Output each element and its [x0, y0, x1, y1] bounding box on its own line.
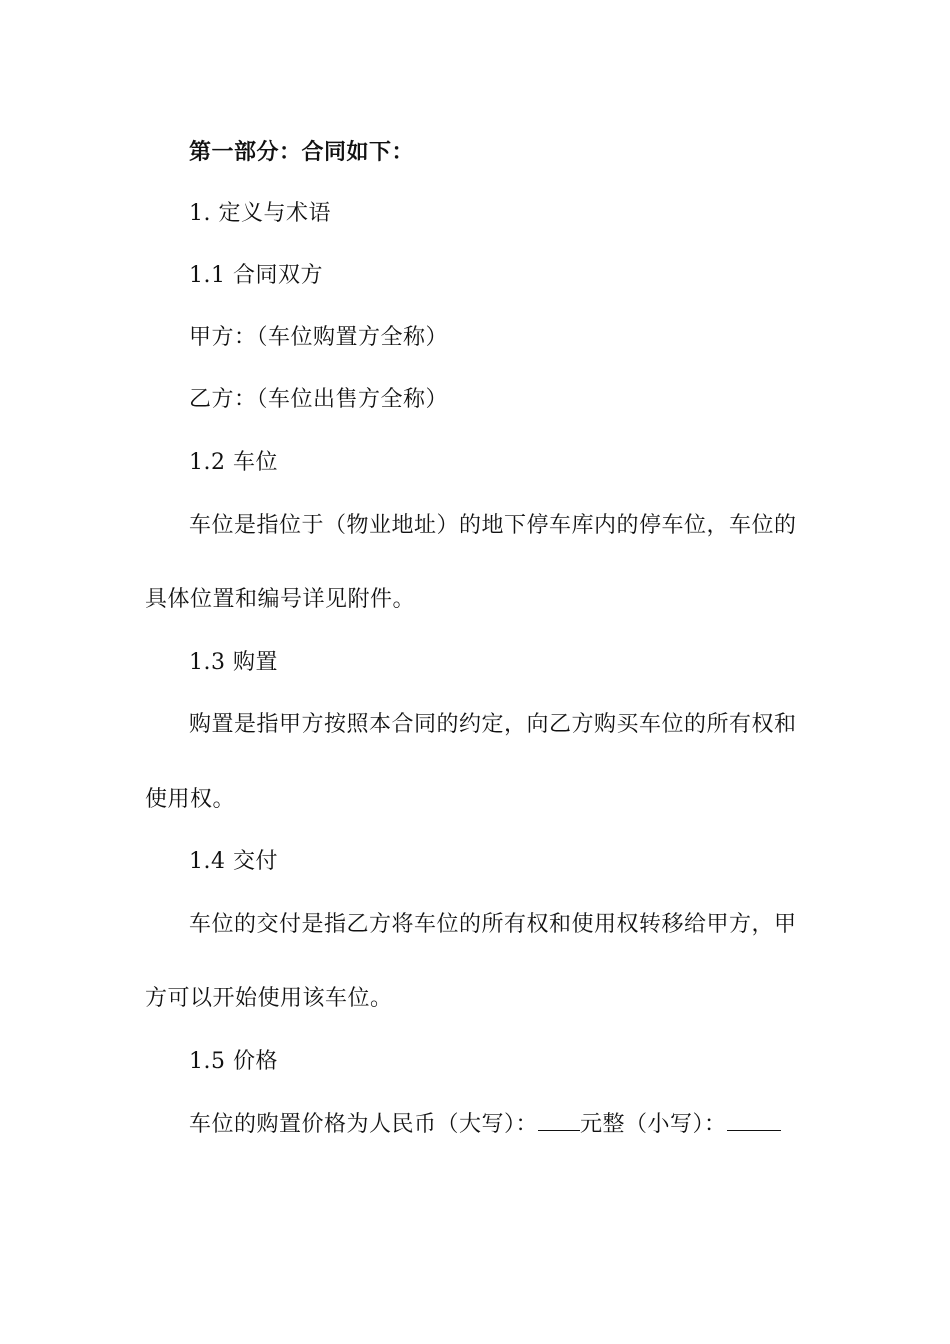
paragraph-1-3-line-2: 使用权。	[145, 787, 236, 812]
price-uppercase-blank	[538, 1112, 580, 1131]
party-a-line: 甲方：（车位购置方全称）	[189, 325, 449, 350]
subsection-1-3-title: 1.3 购置	[189, 650, 278, 675]
paragraph-1-4-line-1: 车位的交付是指乙方将车位的所有权和使用权转移给甲方，甲	[189, 912, 797, 937]
section-1-title: 1. 定义与术语	[189, 201, 331, 226]
paragraph-1-5-line-1	[189, 1110, 814, 1140]
subsection-1-1-title: 1.1 合同双方	[189, 263, 323, 288]
price-text-uppercase-label: 车位的购置价格为人民币（大写）：	[189, 1112, 539, 1137]
section-heading: 第一部分：合同如下：	[189, 139, 415, 165]
party-b-line: 乙方：（车位出售方全称）	[189, 387, 449, 412]
subsection-1-4-title: 1.4 交付	[189, 849, 278, 874]
subsection-1-5-title: 1.5 价格	[189, 1049, 278, 1074]
price-text-lowercase-label: 元整（小写）：	[580, 1112, 727, 1137]
paragraph-1-4-line-2: 方可以开始使用该车位。	[145, 986, 393, 1011]
paragraph-1-3-line-1: 购置是指甲方按照本合同的约定，向乙方购买车位的所有权和	[189, 712, 797, 737]
price-lowercase-blank	[727, 1112, 781, 1131]
paragraph-1-2-line-1: 车位是指位于（物业地址）的地下停车库内的停车位，车位的	[189, 513, 797, 538]
subsection-1-2-title: 1.2 车位	[189, 450, 278, 475]
paragraph-1-2-line-2: 具体位置和编号详见附件。	[145, 587, 416, 612]
